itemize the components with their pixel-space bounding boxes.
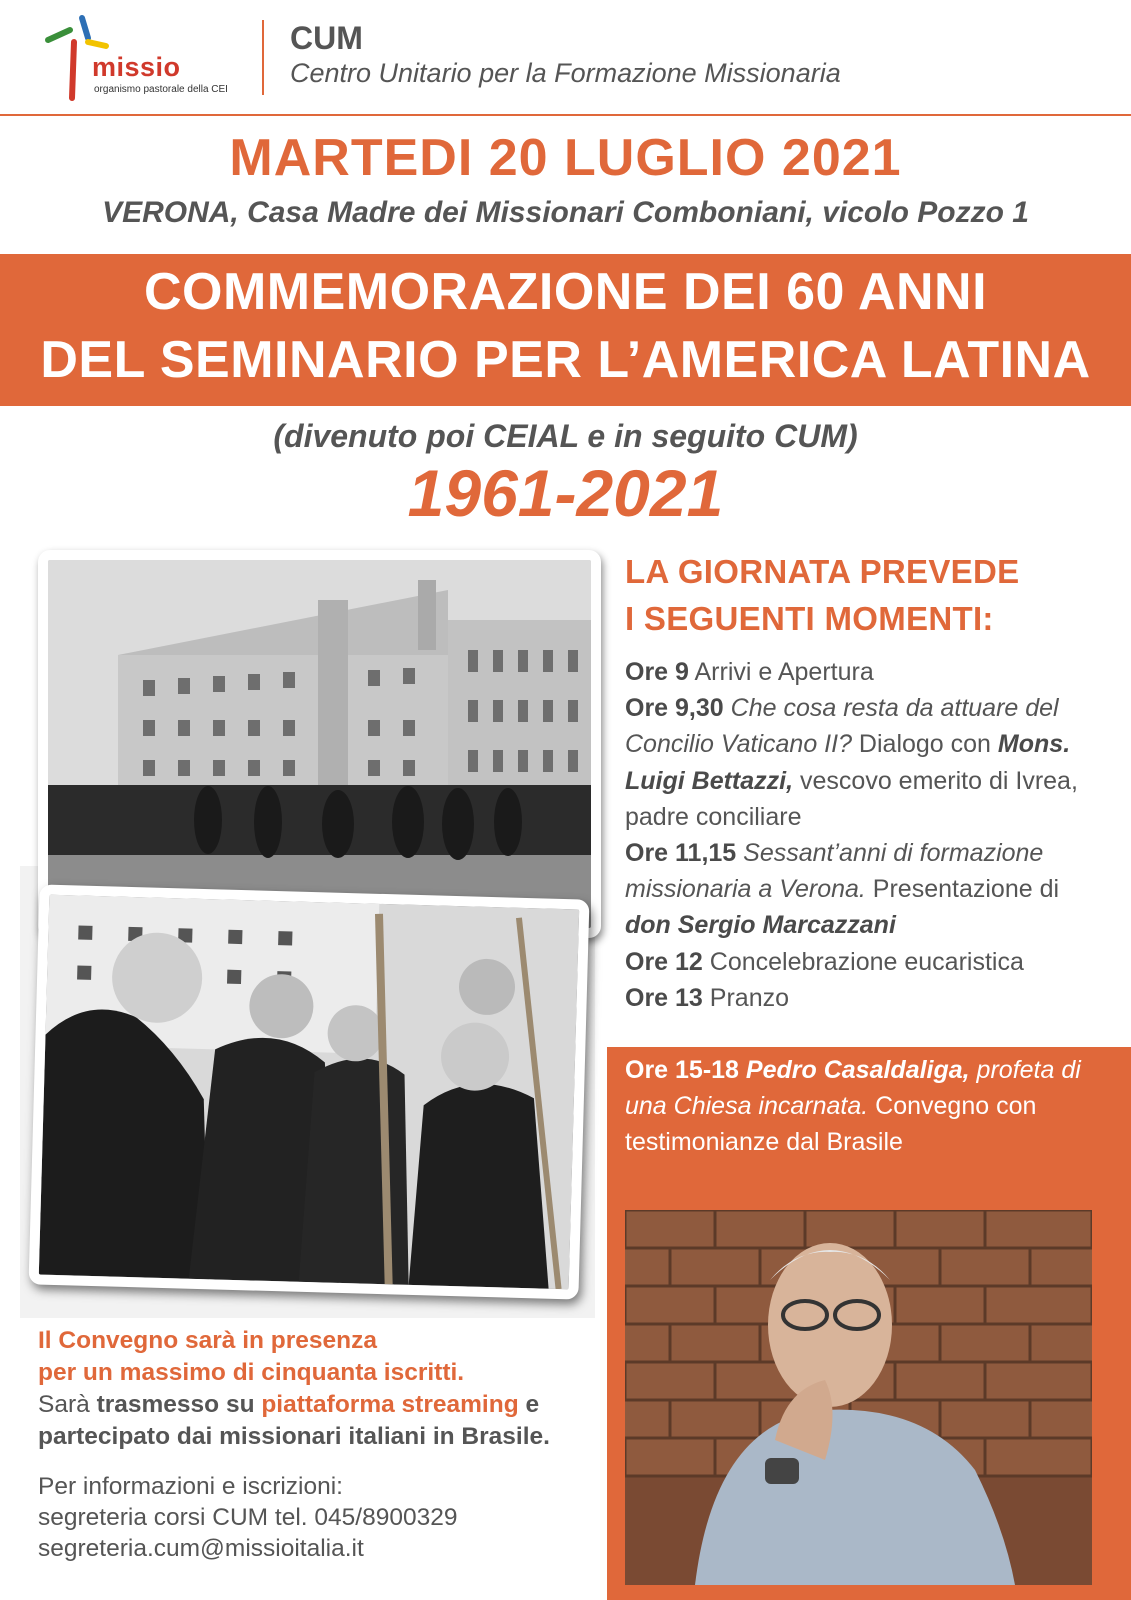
contact-email-link[interactable]: segreteria.cum@missioitalia.it [38,1535,364,1562]
schedule-item-afternoon: Ore 15-18 Pedro Casaldaliga, profeta di una Chiesa incarnata. Convegno con testimonianze dal Brasile [625,1056,1081,1157]
schedule-item: Ore 12 Concelebrazione eucaristica [625,947,1024,976]
missio-logo-text: missio [92,52,181,82]
contact-intro: Per informazioni e iscrizioni: [38,1473,343,1500]
notice-line4: partecipato dai missionari italiani in Brasile. [38,1423,550,1450]
org-name: Centro Unitario per la Formazione Missionaria [290,58,841,88]
casaldaliga-portrait-photo [625,1210,1092,1585]
notice-line1: Il Convegno sarà in presenza [38,1327,378,1354]
missio-logo-subtext: organismo pastorale della CEI [94,84,228,95]
header-rule [0,114,1131,116]
schedule-item: Ore 9,30 Che cosa resta da attuare del Concilio Vaticano II? Dialogo con Mons. Luigi Bettazzi, vescovo emerito di Ivrea, padre conciliare [625,694,1078,831]
schedule-list [625,654,1095,1016]
header-divider [262,20,264,95]
notice-line2: per un massimo di cinquanta iscritti. [38,1359,465,1386]
years-range: 1961-2021 [407,456,724,530]
programme-heading [625,548,1019,642]
subtitle: (divenuto poi CEIAL e in seguito CUM) [273,418,858,454]
org-acronym: CUM [290,20,363,56]
schedule-item: Ore 11,15 Sessant’anni di formazione missionaria a Verona. Presentazione di don Sergio Marcazzani [625,839,1060,940]
programme-heading-line2: I SEGUENTI MOMENTI: [625,600,994,637]
programme-heading-line1: LA GIORNATA PREVEDE [625,553,1020,590]
contact-phone[interactable]: segreteria corsi CUM tel. 045/8900329 [38,1504,458,1531]
contact-info [38,1471,608,1564]
notice-line3: Sarà trasmesso su piattaforma streaming e [38,1391,540,1418]
attendance-notice [38,1325,608,1453]
bishops-group-photo [29,884,590,1299]
seminary-building-photo [38,550,601,938]
schedule-item: Ore 9 Arrivi e Apertura [625,658,874,686]
schedule-item: Ore 13 Pranzo [625,983,790,1012]
event-date: MARTEDI 20 LUGLIO 2021 [229,129,902,187]
banner-title-line1: COMMEMORAZIONE DEI 60 ANNI [143,263,988,321]
event-location: VERONA, Casa Madre dei Missionari Comboniani, vicolo Pozzo 1 [102,196,1029,229]
banner-title-line2: DEL SEMINARIO PER L’AMERICA LATINA [40,331,1091,389]
